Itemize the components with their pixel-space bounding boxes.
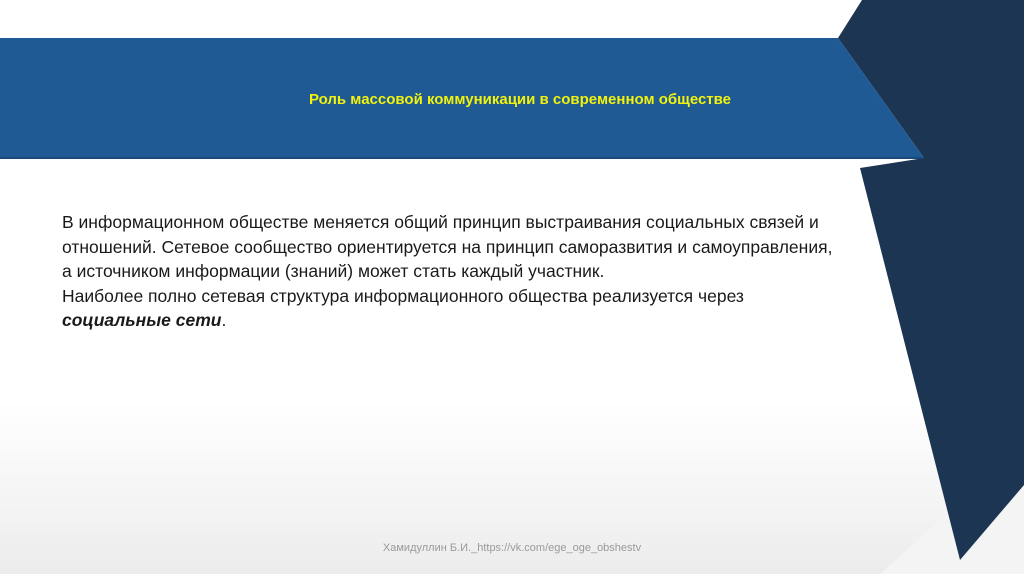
body-line-2: отношений. Сетевое сообщество ориентируется на принцип саморазвития и самоуправления, xyxy=(62,236,833,257)
footer-credit: Хамидуллин Б.И._https://vk.com/ege_oge_obshestv xyxy=(382,542,642,554)
body-text xyxy=(62,210,952,333)
emphasis-social-networks: социальные сети xyxy=(62,310,222,330)
body-line-3: а источником информации (знаний) может стать каждый участник. xyxy=(62,261,605,281)
body-line-1: В информационном обществе меняется общий принцип выстраивания социальных связей и xyxy=(62,212,819,232)
body-line-4: Наиболее полно сетевая структура информационного общества реализуется через xyxy=(62,285,744,306)
emphasis-suffix: . xyxy=(221,310,227,330)
slide-title: Роль массовой коммуникации в современном обществе xyxy=(308,91,732,108)
body-line-5 xyxy=(62,308,952,333)
